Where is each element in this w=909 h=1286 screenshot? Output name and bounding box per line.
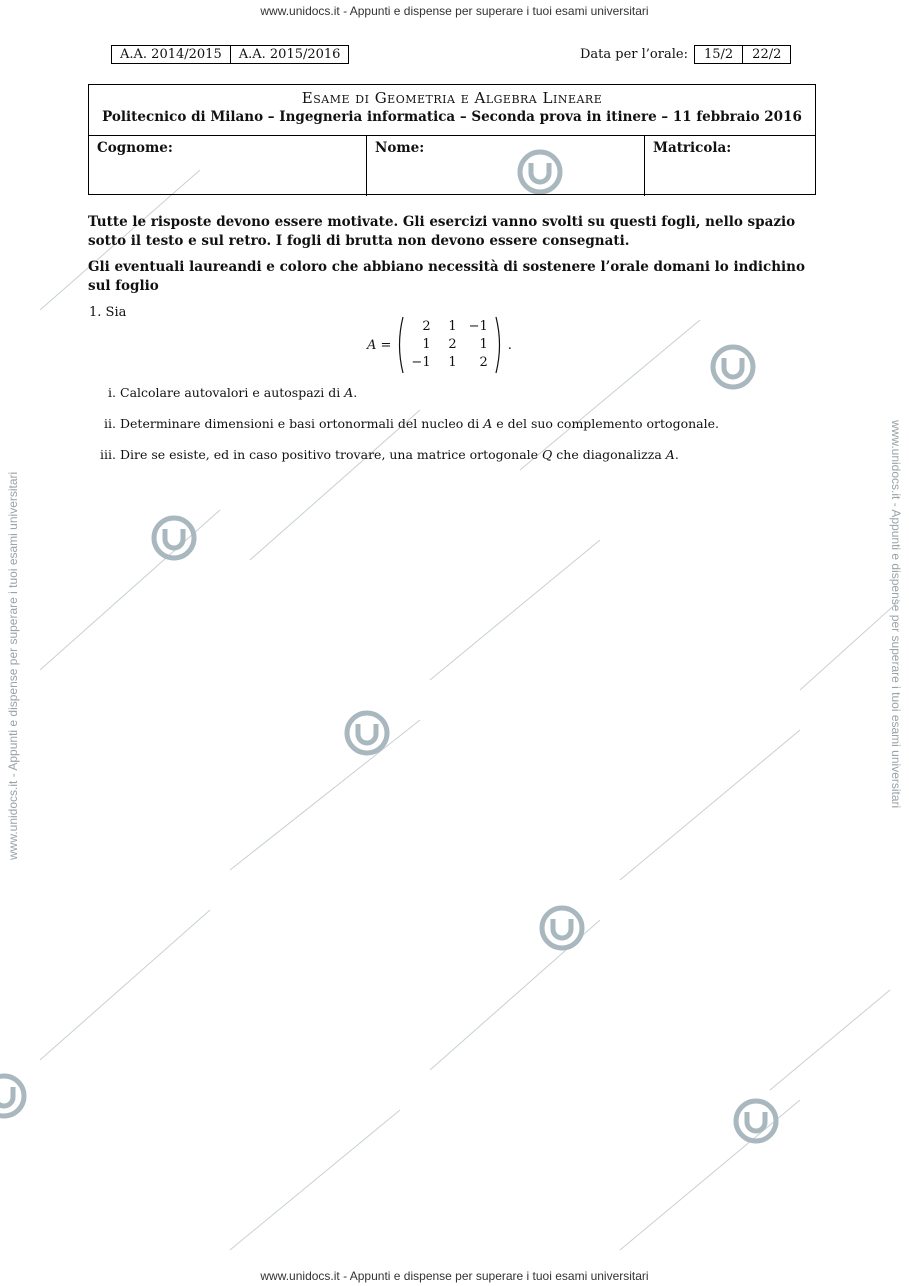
question-text: e del suo complemento ortogonale.: [492, 416, 719, 431]
question-label: iii.: [100, 447, 116, 462]
question-math: A: [344, 385, 354, 400]
matrix-definition: [367, 316, 512, 374]
question-text: Calcolare autovalori e autospazi di: [120, 385, 345, 400]
right-watermark: www.unidocs.it - Appunti e dispense per superare i tuoi esami universitari: [889, 420, 903, 809]
question-label: ii.: [104, 416, 116, 431]
instructions-paragraph: Tutte le risposte devono essere motivate. Gli esercizi vanno svolti su questi fogli, nello spazio sotto il testo e sul retro. I fogli di brutta non devono essere consegnati.: [88, 214, 796, 249]
left-watermark: www.unidocs.it - Appunti e dispense per superare i tuoi esami universitari: [6, 471, 20, 860]
question-text: che diagonalizza: [552, 447, 666, 462]
academic-year-1: A.A. 2014/2015: [120, 47, 222, 62]
exercise-number: 1. Sia: [89, 305, 127, 320]
matrix-cell: 2: [479, 355, 488, 370]
watermark-logo-icon: [347, 713, 387, 753]
matrix-cell: −1: [411, 355, 431, 370]
exam-subtitle: Politecnico di Milano – Ingegneria informatica – Seconda prova in itinere – 11 febbraio 2016: [89, 109, 815, 136]
oral-dates-box: [694, 45, 791, 64]
question-label: i.: [108, 385, 116, 400]
matrix-lhs: A =: [367, 337, 392, 353]
left-parenthesis: [395, 316, 405, 374]
watermark-logo-icon: [736, 1101, 776, 1141]
question-math: Q: [542, 447, 553, 462]
top-watermark: www.unidocs.it - Appunti e dispense per superare i tuoi esami universitari: [260, 4, 649, 18]
watermark-logo-icon: [542, 908, 582, 948]
watermark-logo-icon: [0, 1076, 24, 1116]
academic-years-box: [111, 45, 349, 64]
matrix-cell: 1: [448, 355, 457, 370]
exam-header: [88, 84, 816, 195]
right-parenthesis: [494, 316, 504, 374]
matrix-table: [405, 318, 493, 372]
question-text: .: [674, 447, 679, 462]
student-fields: [89, 136, 815, 196]
question-text: Determinare dimensioni e basi ortonormali del nucleo di: [120, 416, 484, 431]
matrix-cell: 2: [422, 319, 431, 334]
bottom-watermark: www.unidocs.it - Appunti e dispense per superare i tuoi esami universitari: [260, 1269, 649, 1283]
matrix-cell: 2: [448, 337, 457, 352]
oral-label: Data per l’orale:: [580, 47, 688, 62]
question-text: .: [353, 385, 358, 400]
watermark-logo-icon: [713, 347, 753, 387]
oral-date-2: 22/2: [742, 46, 790, 63]
matrix-cell: 1: [422, 337, 431, 352]
graduates-paragraph: Gli eventuali laureandi e coloro che abbiano necessità di sostenere l’orale domani lo indichino sul foglio: [88, 259, 805, 294]
question-item: [88, 447, 679, 462]
matrix-cell: 1: [479, 337, 488, 352]
question-math: A: [483, 416, 493, 431]
matrix-cell: −1: [468, 319, 488, 334]
question-item: [88, 385, 357, 400]
exam-title: Esame di Geometria e Algebra Lineare: [301, 89, 603, 107]
academic-year-2: A.A. 2015/2016: [230, 46, 349, 63]
question-math: A: [665, 447, 675, 462]
matrix-cell: 1: [448, 319, 457, 334]
name-field: Nome:: [367, 136, 645, 196]
oral-dates: [580, 45, 791, 64]
matrix-end: .: [507, 337, 512, 353]
oral-date-1: 15/2: [703, 47, 734, 62]
surname-field: Cognome:: [89, 136, 367, 196]
question-item: [88, 416, 719, 431]
question-text: Dire se esiste, ed in caso positivo trovare, una matrice ortogonale: [120, 447, 543, 462]
student-id-field: Matricola:: [653, 140, 732, 156]
